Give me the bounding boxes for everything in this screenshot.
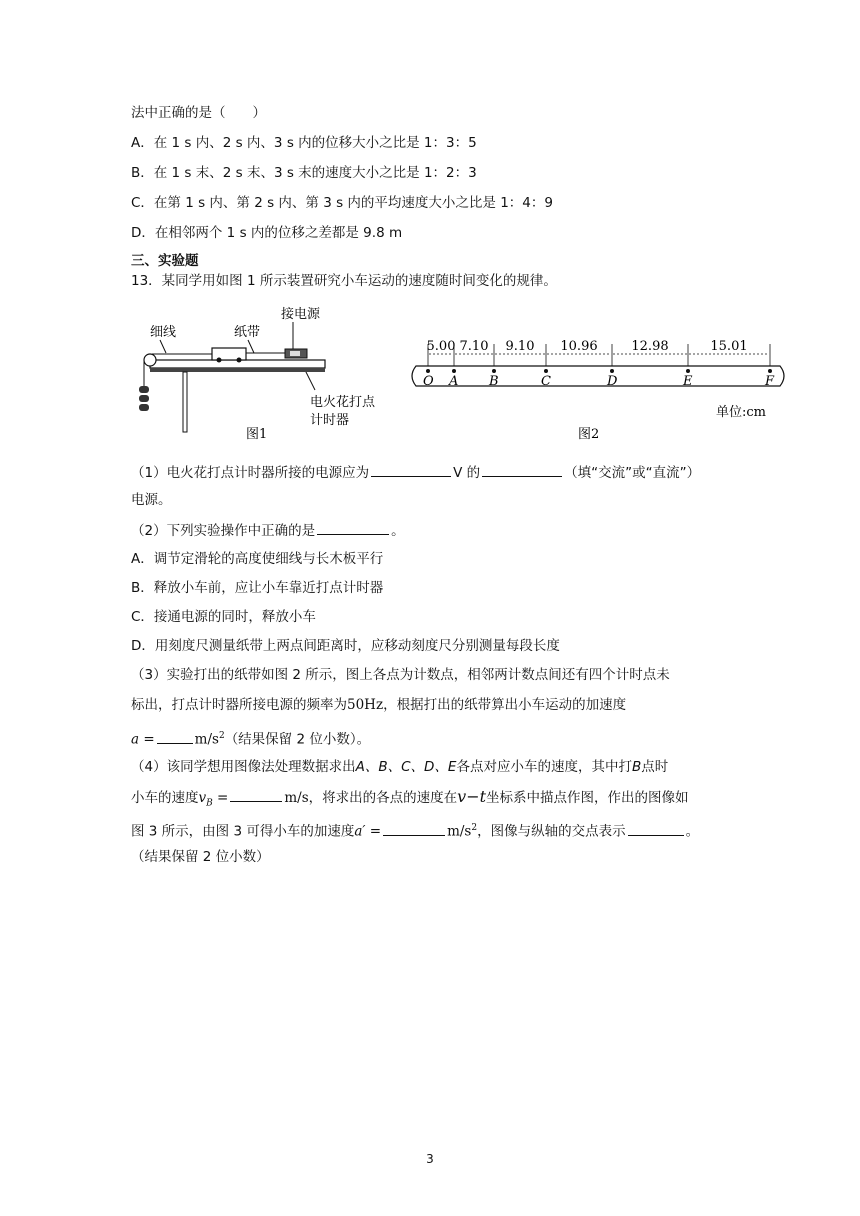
tape-point-dot <box>452 369 456 373</box>
q13-stem: 13．某同学用如图 1 所示装置研究小车运动的速度随时间变化的规律。 <box>131 273 557 289</box>
q13-p4-end: 。 <box>685 823 700 840</box>
q13-p2-option-a[interactable]: A．调节定滑轮的高度使细线与长木板平行 <box>131 551 384 567</box>
q13-p4-vb-blank[interactable] <box>230 787 282 802</box>
q13-p3-unit-sup: 2 <box>218 731 225 741</box>
figure-2-tape <box>408 336 793 448</box>
q13-p1-type-blank[interactable] <box>482 462 562 477</box>
tape-distance-label: 12.98 <box>631 339 669 354</box>
q13-p3-note: （结果保留 2 位小数）。 <box>224 731 371 748</box>
fig2-unit: 单位:cm <box>716 405 766 420</box>
q13-p3-frequency: 50Hz <box>347 697 384 713</box>
q13-p4-text-c2: ，图像与纵轴的交点表示 <box>477 823 626 840</box>
q13-p4-eq-b: = <box>212 790 229 806</box>
q13-part4-line4: （结果保留 2 位小数） <box>131 849 270 865</box>
q13-p2-option-b[interactable]: B．释放小车前，应让小车靠近打点计时器 <box>131 580 384 596</box>
tape-point-dot <box>426 369 430 373</box>
fig2-caption: 图2 <box>578 427 600 442</box>
page-number: 3 <box>426 1152 434 1166</box>
q13-part2-stem <box>131 520 405 541</box>
section-title: 三、实验题 <box>131 253 199 269</box>
q13-p4-var-v-sub: B <box>206 798 213 809</box>
tape-point-dot <box>544 369 548 373</box>
q12-option-b[interactable]: B．在 1 s 末、2 s 末、3 s 末的速度大小之比是 1：2：3 <box>131 165 477 181</box>
q13-p4-unit-c: m/s <box>447 823 472 840</box>
tape-distance-label: 9.10 <box>505 339 535 354</box>
tape-distance-label: 7.10 <box>459 339 489 354</box>
q13-p1-text-a: （1）电火花打点计时器所接的电源应为 <box>131 465 370 481</box>
q13-part4-line2 <box>131 787 689 814</box>
fig1-label-string: 细线 <box>150 325 177 340</box>
q13-p4-var-v: v <box>198 790 207 806</box>
q13-p2-text: （2）下列实验操作中正确的是 <box>131 523 316 539</box>
q13-p4-text-a3: 点时 <box>641 759 669 775</box>
q13-p3-var-a: a <box>131 731 140 748</box>
tape-distance-label: 10.96 <box>560 339 598 354</box>
q13-p4-text-a1: （4）该同学想用图像法处理数据求出 <box>131 759 356 775</box>
q13-p2-end: 。 <box>391 523 405 539</box>
q12-option-c[interactable]: C．在第 1 s 内、第 2 s 内、第 3 s 内的平均速度大小之比是 1：4：9 <box>131 195 553 211</box>
tape-point-label: E <box>683 374 693 389</box>
fig1-label-power: 接电源 <box>281 307 321 322</box>
q13-p1-text-b: V 的 <box>453 465 481 481</box>
tape-point-dot <box>492 369 496 373</box>
q13-part3-line2 <box>131 695 626 715</box>
tape-point-label: D <box>607 374 618 389</box>
q12-stem-tail: 法中正确的是（ ） <box>131 105 266 121</box>
q13-p1-text-c: （填“交流”或“直流”） <box>564 465 701 481</box>
q13-p4-intercept-blank[interactable] <box>628 821 684 836</box>
fig1-label-timer-1: 电火花打点 <box>310 395 376 410</box>
tape-point-label: B <box>489 374 499 389</box>
q13-part3-line3 <box>131 726 370 750</box>
figure-1-apparatus <box>130 298 400 448</box>
q13-part4-line3 <box>131 818 699 842</box>
q12-option-a[interactable]: A．在 1 s 内、2 s 内、3 s 内的位移大小之比是 1：3：5 <box>131 135 477 151</box>
tape-distance-label: 5.00 <box>426 339 456 354</box>
q13-part1-line1 <box>131 462 700 483</box>
tape-point-label: O <box>423 374 434 389</box>
tape-point-label: C <box>541 374 551 389</box>
q13-p2-option-d[interactable]: D．用刻度尺测量纸带上两点间距离时，应移动刻度尺分别测量每段长度 <box>131 638 560 654</box>
q13-p1-voltage-blank[interactable] <box>371 462 451 477</box>
tape-point-label: F <box>765 374 775 389</box>
q13-p4-text-b1: 小车的速度 <box>131 790 199 806</box>
fig1-label-timer-2: 计时器 <box>310 413 350 428</box>
q13-p3-accel-blank[interactable] <box>157 729 193 744</box>
tape-point-dot <box>686 369 690 373</box>
fig1-caption: 图1 <box>246 427 268 442</box>
q13-part4-line1 <box>131 757 668 777</box>
q13-p3-unit: m/s <box>194 731 219 748</box>
q13-p4-eq-c: = <box>365 823 382 840</box>
q13-p2-option-c[interactable]: C．接通电源的同时，释放小车 <box>131 609 316 625</box>
q13-p4-point-b: B <box>631 759 642 775</box>
q13-p4-accel-blank[interactable] <box>383 821 445 836</box>
tape-point-label: A <box>449 374 459 389</box>
q12-option-d[interactable]: D．在相邻两个 1 s 内的位移之差都是 9.8 m <box>131 225 403 241</box>
q13-p4-text-a2: 各点对应小车的速度，其中打 <box>456 759 632 775</box>
q13-p4-var-a-prime: a′ <box>354 823 366 840</box>
q13-p4-text-b3: 坐标系中描点作图，作出的图像如 <box>486 790 689 806</box>
q13-part3-line1: （3）实验打出的纸带如图 2 所示，图上各点为计数点，相邻两计数点间还有四个计时点未 <box>131 667 670 683</box>
tape-distance-label: 15.01 <box>710 339 748 354</box>
q13-p4-unit-c-sup: 2 <box>471 823 478 833</box>
q13-p4-points: A、B、C、D、E <box>355 759 457 775</box>
q13-p4-unit-b: m/s <box>284 790 309 806</box>
tape-point-dot <box>610 369 614 373</box>
fig1-label-tape: 纸带 <box>234 325 261 340</box>
q13-p4-text-b2: ，将求出的各点的速度在 <box>308 790 458 806</box>
q13-p3-eq: = <box>139 731 155 748</box>
q13-p3-text-b2: ，根据打出的纸带算出小车运动的加速度 <box>383 697 627 713</box>
q13-p4-vt: v−t <box>457 787 487 806</box>
q13-p4-text-c1: 图 3 所示，由图 3 可得小车的加速度 <box>131 823 355 840</box>
tape-point-dot <box>768 369 772 373</box>
q13-p3-text-b1: 标出，打点计时器所接电源的频率为 <box>131 697 347 713</box>
q13-part1-line2: 电源。 <box>131 492 172 508</box>
q13-p2-blank[interactable] <box>317 520 389 535</box>
